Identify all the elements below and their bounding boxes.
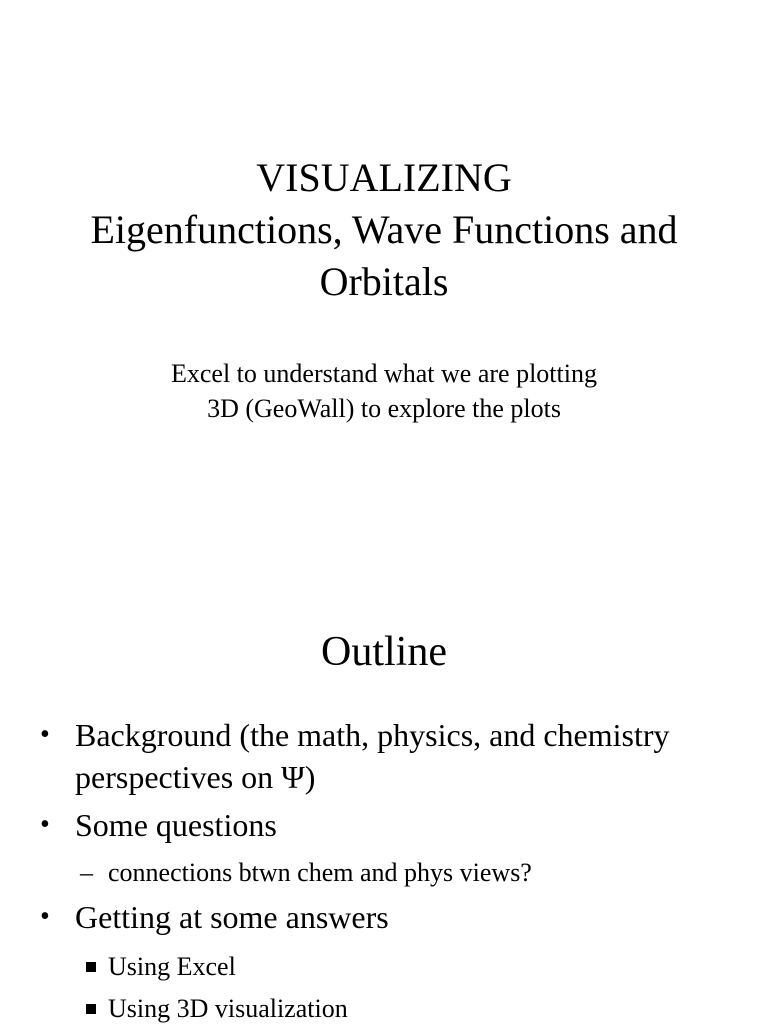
sub-list-item	[0, 856, 532, 890]
square-bullet-icon	[86, 962, 96, 972]
list-item-text: Getting at some answers	[75, 899, 389, 935]
sub-list-item-text: Using Excel	[108, 952, 236, 981]
list-item	[0, 804, 735, 846]
list-item-text: Some questions	[75, 807, 277, 843]
subtitle-line-2: 3D (GeoWall) to explore the plots	[207, 394, 561, 423]
outline-title: Outline	[321, 629, 447, 675]
sub-list-item	[0, 950, 236, 984]
sub-list-item-text: connections btwn chem and phys views?	[108, 858, 532, 887]
bullet-dot-icon: •	[40, 901, 50, 932]
slide-1-title	[0, 152, 768, 308]
title-line-1: VISUALIZING	[256, 155, 512, 200]
list-item	[0, 714, 735, 798]
list-item-text: Background (the math, physics, and chemistry perspectives on Ψ)	[75, 717, 670, 795]
title-line-3: Orbitals	[319, 259, 449, 304]
sub-list-item-text: Using 3D visualization	[108, 994, 348, 1023]
title-line-2: Eigenfunctions, Wave Functions and	[90, 207, 678, 252]
bullet-dot-icon: •	[40, 719, 50, 750]
square-bullet-icon	[86, 1004, 96, 1014]
dash-marker: –	[80, 858, 93, 887]
subtitle-line-1: Excel to understand what we are plotting	[171, 359, 597, 388]
sub-list-item	[0, 992, 348, 1026]
slide-1-subtitle	[0, 356, 768, 426]
list-item	[0, 896, 735, 938]
bullet-dot-icon: •	[40, 809, 50, 840]
